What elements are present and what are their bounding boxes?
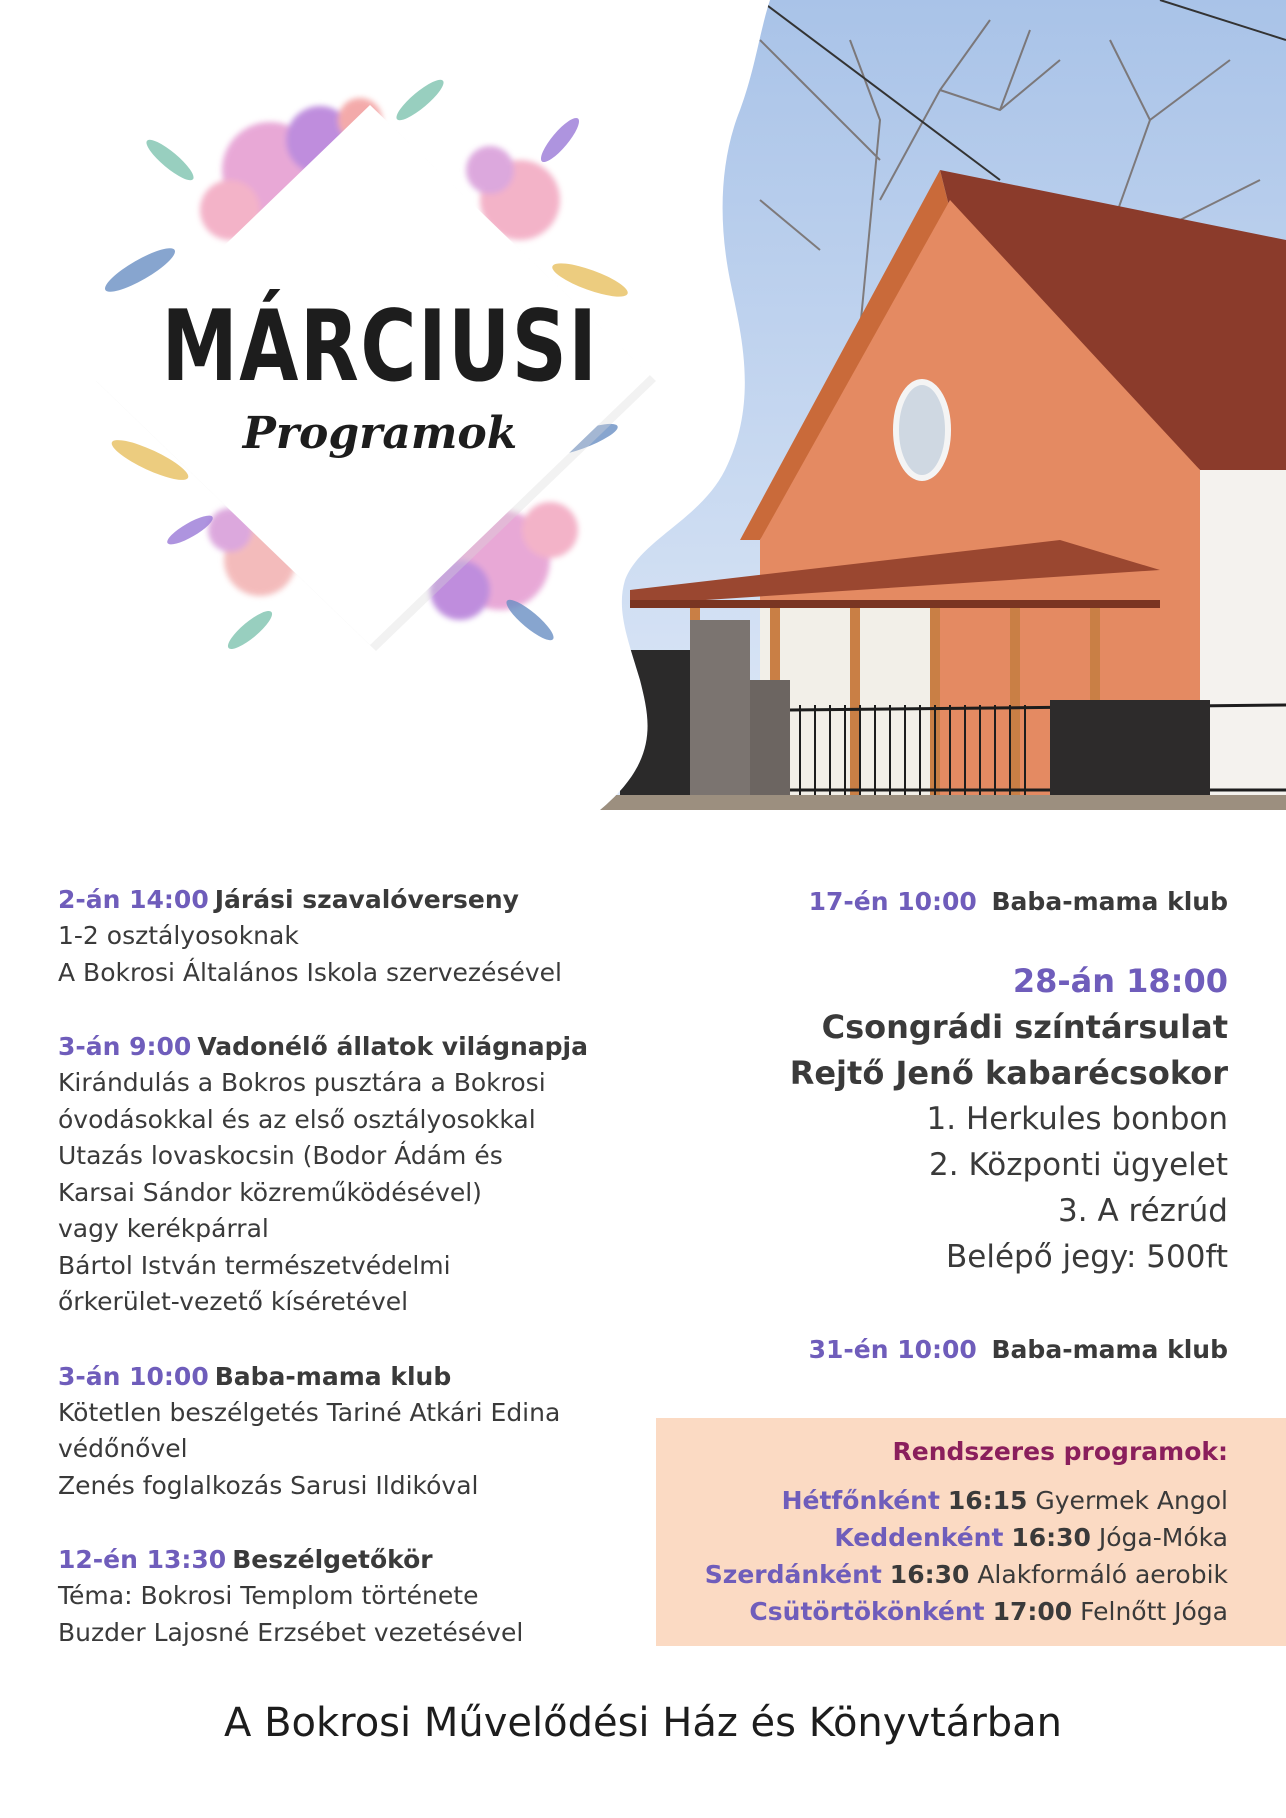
featured-event-item: 1. Herkules bonbon [926,1101,1228,1137]
event-detail: Téma: Bokrosi Templom története [58,1581,479,1610]
event-detail: óvodásokkal és az első osztályosokkal [58,1104,536,1134]
regular-program-day: Szerdánként [704,1560,882,1589]
event-heading [58,1542,658,1578]
regular-program-time: 17:00 [992,1597,1073,1626]
ticket-price: Belépő jegy: 500ft [946,1239,1228,1275]
event-detail: A Bokrosi Általános Iskola szervezésével [58,957,562,987]
event-item [58,1542,658,1651]
event-title: Baba-mama klub [214,1361,452,1391]
event-detail: Zenés foglalkozás Sarusi Ildikóval [58,1470,479,1500]
page-subtitle: Programok [242,408,518,459]
event-item [58,882,658,991]
featured-event-item: 2. Központi ügyelet [929,1147,1228,1183]
event-time: 31-én 10:00 [808,1335,977,1364]
event-detail: Kirándulás a Bokros pusztára a Bokrosi [58,1068,546,1097]
event-heading [640,1332,1228,1368]
event-item [58,1359,658,1505]
event-heading [58,882,658,918]
event-detail: Karsai Sándor közreműködésével) [58,1177,482,1207]
page-title: MÁRCIUSI [161,290,599,404]
regular-program-time: 16:15 [947,1486,1028,1515]
header-banner [0,0,1286,810]
featured-event [640,958,1228,1280]
event-time: 3-án 10:00 [58,1361,209,1391]
event-time: 17-én 10:00 [808,887,977,916]
event-detail: védőnővel [58,1434,188,1463]
regular-programs-box [656,1418,1286,1646]
regular-program-name: Felnőtt Jóga [1080,1597,1228,1626]
left-events-column [58,882,658,1689]
event-detail: vagy kerékpárral [58,1214,269,1243]
regular-program-row [676,1482,1228,1519]
event-item [58,1029,658,1321]
regular-program-name: Jóga-Móka [1098,1523,1228,1552]
event-heading [640,884,1228,920]
featured-event-title: Csongrádi színtársulat [821,1008,1228,1046]
featured-event-title: Rejtő Jenő kabarécsokor [789,1054,1228,1092]
event-detail: Kötetlen beszélgetés Tariné Atkári Edina [58,1397,561,1427]
event-time: 3-án 9:00 [58,1032,192,1061]
event-detail: Bártol István természetvédelmi [58,1250,451,1280]
regular-program-day: Csütörtökönként [749,1597,985,1626]
regular-program-row [676,1556,1228,1593]
event-detail: 1-2 osztályosoknak [58,921,299,950]
event-heading [58,1029,658,1065]
regular-program-time: 16:30 [1011,1523,1091,1552]
regular-program-row [676,1519,1228,1556]
event-title: Baba-mama klub [991,1335,1228,1364]
regular-program-name: Alakformáló aerobik [977,1560,1228,1589]
event-title: Baba-mama klub [991,887,1228,916]
event-time: 2-án 14:00 [58,885,209,914]
regular-program-row [676,1593,1228,1630]
regular-program-day: Keddenként [834,1523,1004,1552]
featured-event-time: 28-án 18:00 [1012,962,1228,1000]
event-title: Beszélgetőkör [232,1545,433,1574]
regular-program-day: Hétfőnként [781,1486,940,1515]
regular-programs-title: Rendszeres programok: [892,1437,1228,1466]
right-events-column [640,884,1228,1368]
regular-program-name: Gyermek Angol [1035,1486,1228,1515]
regular-program-time: 16:30 [889,1560,970,1589]
event-title: Vadonélő állatok világnapja [197,1032,588,1061]
venue-footer: A Bokrosi Művelődési Ház és Könyvtárban [223,1700,1063,1746]
event-title: Járási szavalóverseny [214,885,519,914]
event-detail: Utazás lovaskocsin (Bodor Ádám és [58,1141,503,1170]
event-time: 12-én 13:30 [58,1545,227,1574]
featured-event-item: 3. A rézrúd [1058,1193,1228,1229]
event-heading [58,1359,658,1395]
event-detail: őrkerület-vezető kíséretével [58,1287,409,1316]
event-detail: Buzder Lajosné Erzsébet vezetésével [58,1617,524,1647]
